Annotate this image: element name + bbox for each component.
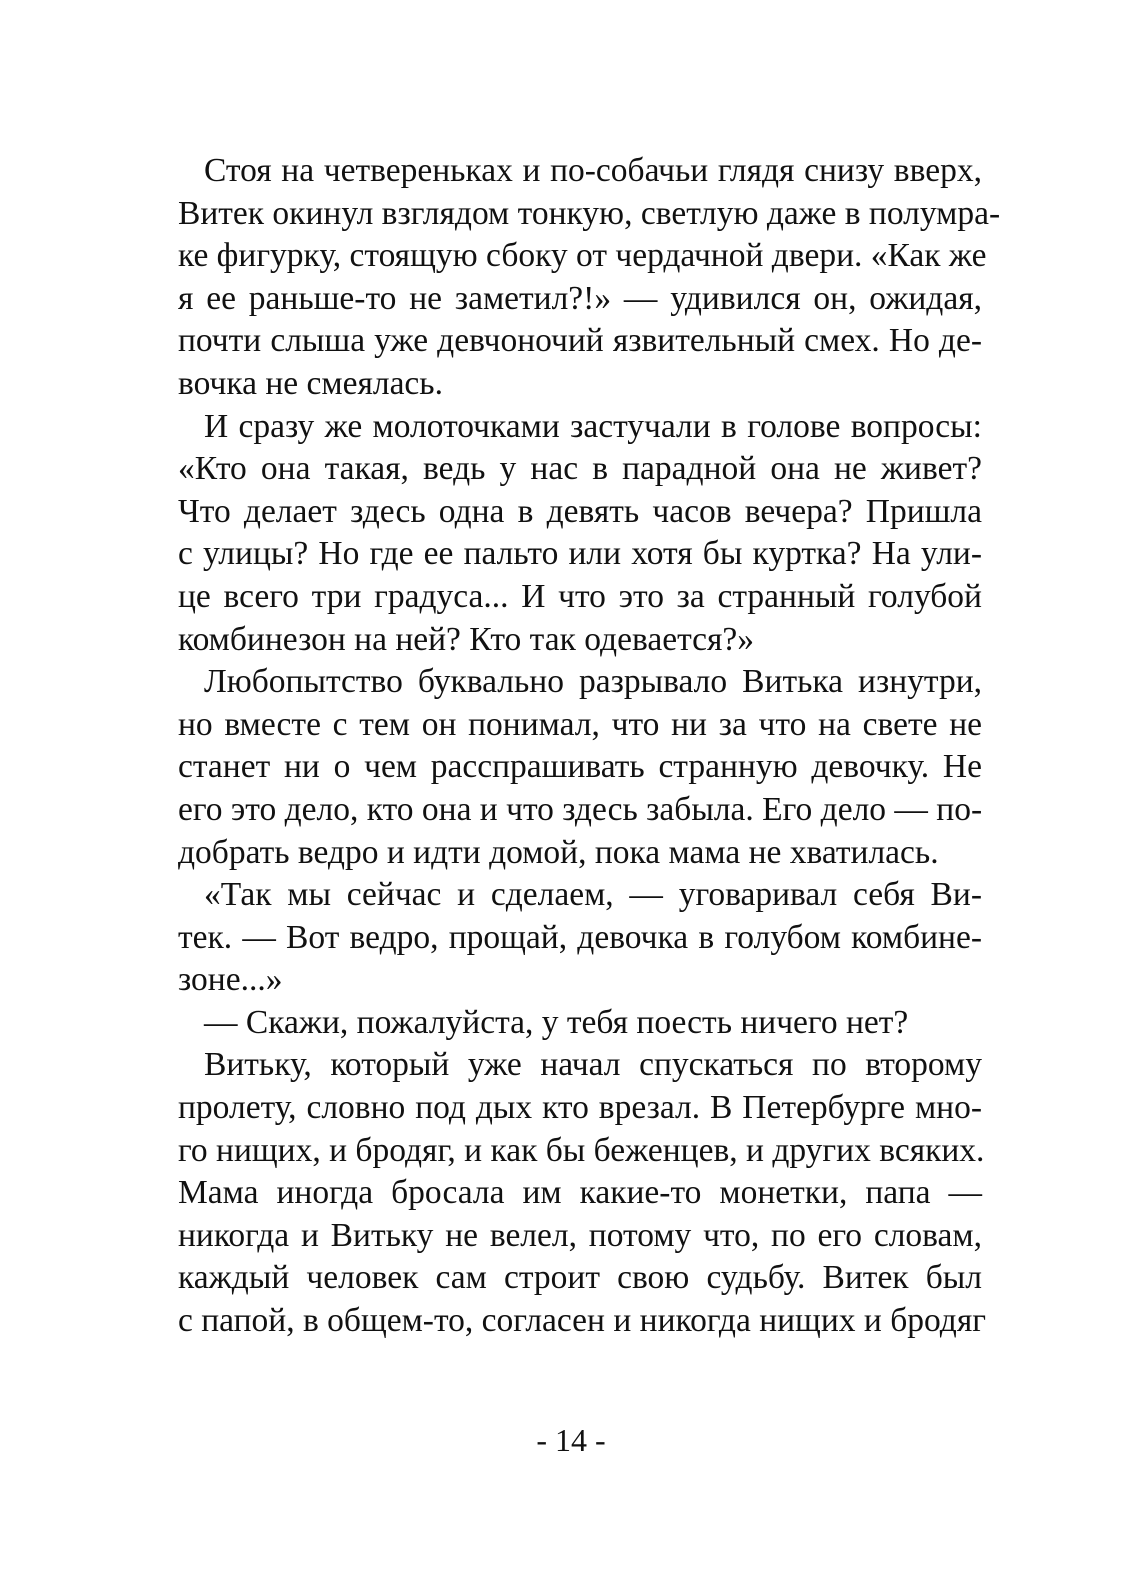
text-line — [0, 448, 982, 491]
text-line — [0, 363, 982, 406]
text-line-content: его это дело, кто она и что здесь забыла. Его дело — по- — [178, 790, 983, 828]
text-line-content: я ее раньше-то не заметил?!» — удивился он, ожидая, — [178, 279, 982, 317]
text-line — [0, 193, 1001, 236]
text-line-content: Любопытство буквально разрывало Витька изнутри, — [204, 663, 982, 701]
text-line — [0, 533, 982, 576]
text-line — [0, 235, 987, 278]
text-line-content: зоне...» — [178, 961, 283, 999]
text-line — [0, 704, 982, 747]
text-line — [0, 1087, 982, 1130]
text-line — [0, 1300, 986, 1343]
text-line-content: с папой, в общем-то, согласен и никогда нищих и бродяг — [178, 1302, 986, 1340]
body-text — [0, 150, 1142, 1343]
text-line — [0, 1130, 985, 1173]
text-line-content: Витек окинул взглядом тонкую, светлую даже в полумра- — [178, 194, 1001, 232]
text-line-content: с улицы? Но где ее пальто или хотя бы куртка? На ули- — [178, 535, 982, 573]
text-line — [0, 619, 982, 662]
text-line — [0, 1215, 982, 1258]
text-line-content: никогда и Витьку не велел, потому что, по его словам, — [178, 1216, 982, 1254]
text-line-content: «Кто она такая, ведь у нас в парадной она не живет? — [178, 450, 982, 488]
text-line-content: го нищих, и бродяг, и как бы беженцев, и других всяких. — [178, 1131, 985, 1169]
text-line — [0, 150, 982, 193]
text-line-content: комбинезон на ней? Кто так одевается?» — [178, 620, 755, 658]
text-line — [0, 789, 982, 832]
text-line-content: Мама иногда бросала им какие-то монетки, папа — — [178, 1174, 982, 1212]
text-line — [0, 661, 982, 704]
text-line — [0, 278, 982, 321]
text-line-content: «Так мы сейчас и сделаем, — уговаривал себя Ви- — [204, 876, 982, 914]
text-line-content: Стоя на четвереньках и по-собачьи глядя снизу вверх, — [204, 152, 982, 189]
text-line-content: Витьку, который уже начал спускаться по второму — [204, 1046, 982, 1084]
text-line — [0, 832, 982, 875]
text-line — [0, 1044, 982, 1087]
text-line — [0, 576, 982, 619]
text-line-content: добрать ведро и идти домой, пока мама не хватилась. — [178, 833, 939, 871]
text-line-content: станет ни о чем расспрашивать странную девочку. Не — [178, 748, 982, 786]
text-line — [0, 1257, 982, 1300]
text-line — [0, 491, 982, 534]
text-line — [0, 1002, 982, 1045]
text-line — [0, 746, 982, 789]
text-line-content: И сразу же молоточками застучали в голове вопросы: — [204, 407, 982, 445]
text-line-content: тек. — Вот ведро, прощай, девочка в голубом комбине- — [178, 918, 982, 956]
text-line — [0, 917, 982, 960]
text-line — [0, 1172, 982, 1215]
text-line-content: ке фигурку, стоящую сбоку от чердачной двери. «Как же — [178, 237, 987, 275]
text-line-content: Что делает здесь одна в девять часов вечера? Пришла — [178, 492, 982, 530]
text-line — [0, 874, 982, 917]
text-line-content: но вместе с тем он понимал, что ни за что на свете не — [178, 705, 982, 743]
text-line-content: — Скажи, пожалуйста, у тебя поесть ничего нет? — [204, 1003, 909, 1041]
text-line — [0, 406, 982, 449]
text-line-content: вочка не смеялась. — [178, 364, 443, 402]
text-line-content: каждый человек сам строит свою судьбу. Витек был — [178, 1259, 982, 1297]
text-line-content: пролету, словно под дых кто врезал. В Петербурге мно- — [178, 1089, 982, 1127]
text-line — [0, 959, 982, 1002]
text-line-content: це всего три градуса... И что это за странный голубой — [178, 577, 982, 615]
text-line-content: почти слыша уже девчоночий язвительный смех. Но де- — [178, 322, 982, 360]
page-number: - 14 - — [536, 1422, 606, 1458]
text-line — [0, 320, 982, 363]
